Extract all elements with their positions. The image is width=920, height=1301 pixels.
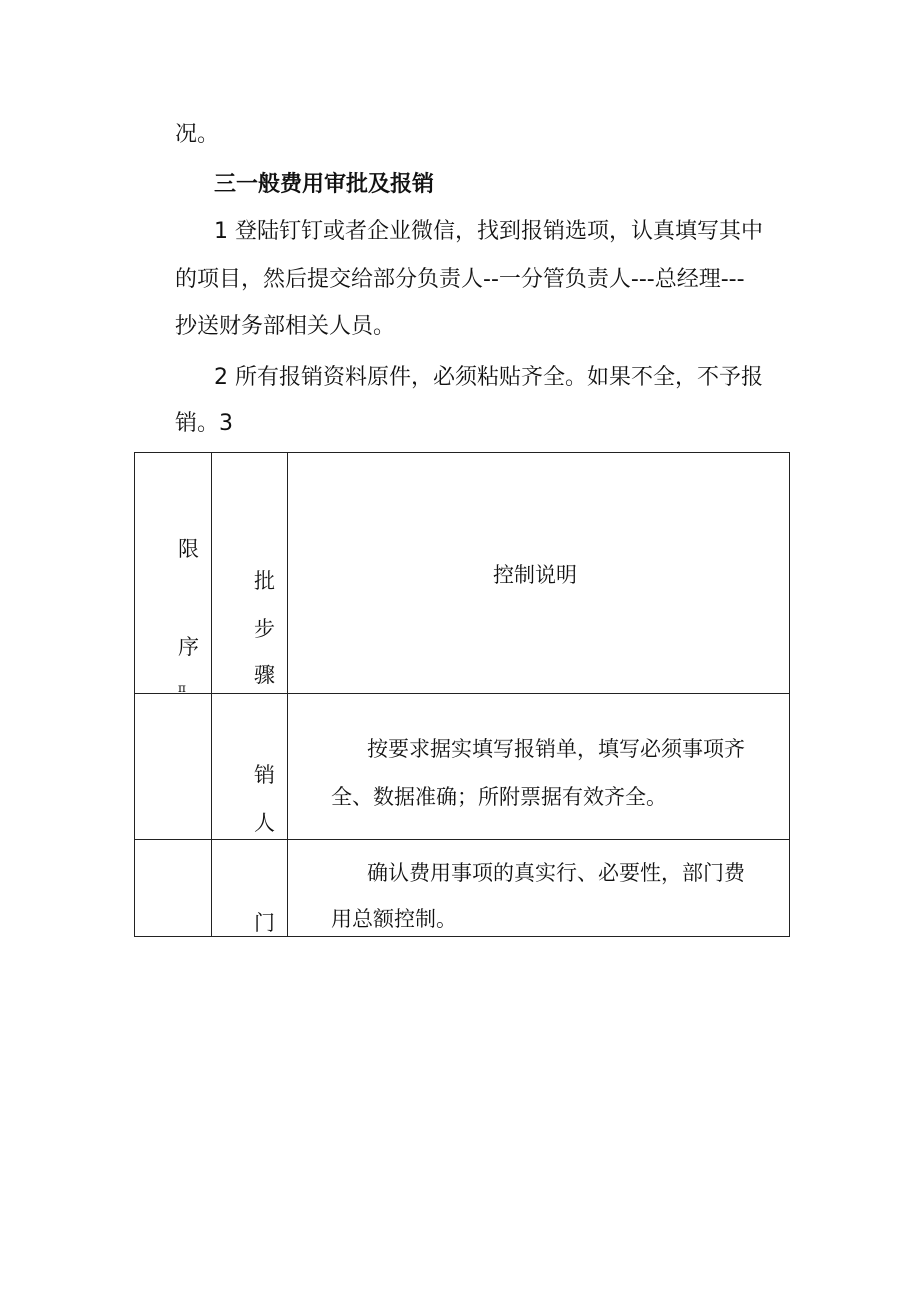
paragraph-2-line-2: 销。3 [175,411,233,436]
paragraph-2-line-1: 2 所有报销资料原件，必须粘贴齐全。如果不全，不予报 [214,365,763,390]
section-heading: 三一般费用审批及报销 [214,172,435,197]
row2-description-line-2: 用总额控制。 [331,907,457,931]
row1-description-line-2: 全、数据准确；所附票据有效齐全。 [331,785,667,809]
row1-description-line-1: 按要求据实填写报销单，填写必须事项齐 [367,737,745,761]
header-col2-char-1: 批 [254,569,275,593]
table-divider-col-2 [287,453,288,936]
table-divider-col-1 [211,453,212,936]
row2-description-line-1: 确认费用事项的真实行、必要性，部门费 [367,861,745,885]
header-col1-mark: π [178,681,186,695]
approval-table [134,452,790,937]
header-col2-char-2: 步 [254,617,275,641]
header-col1-char-1: 限 [178,537,199,561]
row2-col2-char-1: 门 [254,911,275,935]
header-col2-char-3: 骤 [254,663,275,687]
row1-col2-char-2: 人 [254,811,275,835]
paragraph-1-line-2: 的项目，然后提交给部分负责人--一分管负责人---总经理--- [175,267,745,292]
header-col1-char-2: 序 [178,635,199,659]
paragraph-1-line-1: 1 登陆钉钉或者企业微信，找到报销选项，认真填写其中 [214,219,763,244]
table-divider-row-2 [135,839,789,840]
row1-col2-char-1: 销 [254,763,275,787]
paragraph-1-line-3: 抄送财务部相关人员。 [175,314,396,339]
text-line-1: 况。 [175,122,220,147]
table-divider-row-1 [135,693,789,694]
header-control-description: 控制说明 [493,563,577,587]
